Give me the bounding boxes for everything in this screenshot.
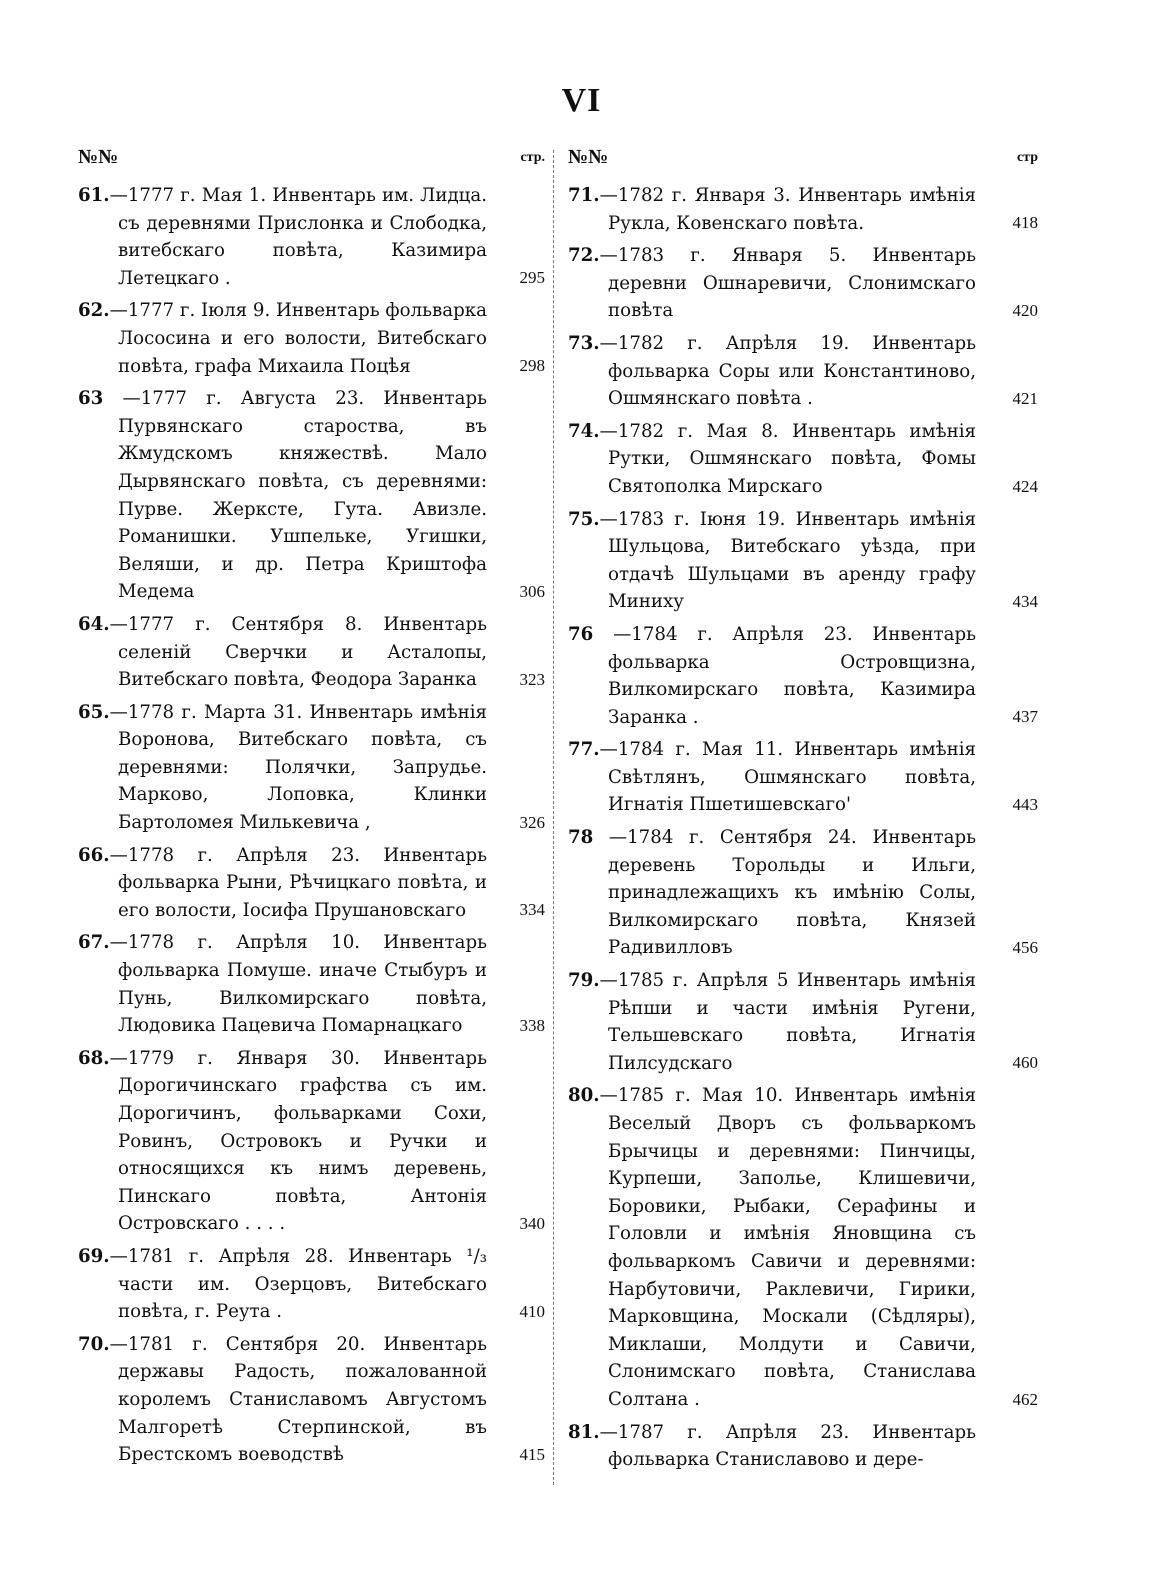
entry-description: —1785 г. Апрѣля 5 Инвентарь имѣнія Рѣпши и части имѣнія Ругени, Тельшевскаго повѣта, Игнатія Пилсудскаго [599, 970, 976, 1074]
entry-number: 63 [78, 388, 104, 410]
index-entry [568, 506, 1038, 616]
entry-description: —1784 г. Мая 11. Инвентарь имѣнія Свѣтлянъ, Ошмянскаго повѣта, Игнатія Пшетишевскаго' [599, 739, 976, 816]
index-entry [78, 699, 545, 837]
right-page-header: стр [1016, 150, 1038, 165]
entry-text [568, 1419, 976, 1474]
index-entry [568, 967, 1038, 1077]
entry-text [568, 242, 976, 325]
entry-page-number: 295 [519, 268, 545, 288]
entry-text [568, 1082, 976, 1413]
entry-description: —1777 г. Августа 23. Инвентарь Пурвянскаго староства, въ Жмудскомъ княжествѣ. Мало Дырвянскаго повѣта, съ деревнями: Пурве. Жерксте, Гута. Авизле. Романишки. Ушпельке, Угишки, Веляши, и др. Петра Криштофа Медема [103, 388, 487, 603]
entry-page-number: 420 [1012, 300, 1038, 320]
index-entry [78, 385, 545, 606]
index-entry [78, 182, 545, 292]
index-entry [78, 297, 545, 380]
entry-description: —1783 г. Января 5. Инвентарь деревни Ошнаревичи, Слонимскаго повѣта [599, 245, 976, 322]
index-entry [568, 736, 1038, 819]
entry-description: —1778 г. Апрѣля 10. Инвентарь фольварка Помуше. иначе Стыбуръ и Пунь, Вилкомирскаго повѣта, Людовика Пацевича Помарнацкаго [109, 932, 487, 1037]
entry-page-number: 338 [519, 1015, 545, 1035]
entry-number: 73. [568, 332, 600, 354]
index-entry [568, 1419, 1038, 1474]
entry-page-number: 306 [519, 581, 545, 601]
left-number-header: №№ [78, 146, 119, 168]
entry-text [568, 621, 976, 731]
entry-text [568, 418, 976, 501]
index-entry [78, 611, 545, 694]
entry-text [78, 842, 487, 925]
entry-description: —1777 г. Іюля 9. Инвентарь фольварка Лососина и его волости, Витебскаго повѣта, графа Михаила Поцѣя [109, 300, 487, 377]
entry-text [568, 824, 976, 962]
entry-number: 80. [568, 1085, 600, 1107]
entry-number: 81. [568, 1421, 600, 1443]
entry-number: 74. [568, 420, 600, 442]
entry-number: 62. [78, 300, 110, 322]
entry-text [568, 967, 976, 1077]
entry-number: 76 [568, 623, 594, 645]
entry-text [568, 182, 976, 237]
entry-number: 64. [78, 613, 110, 635]
entry-page-number: 326 [519, 812, 545, 832]
entry-description: —1784 г. Сентября 24. Инвентарь деревень Торольды и Ильги, принадлежащихъ къ имѣнію Солы, Вилкомирскаго повѣта, Князей Радивилловъ [593, 827, 976, 959]
entry-number: 79. [568, 970, 600, 992]
entry-description: —1779 г. Января 30. Инвентарь Дорогичинскаго графства съ им. Дорогичинъ, фольварками Сохи, Ровинъ, Островокъ и Ручки и относящихся къ нимъ деревень, Пинскаго повѣта, Антонія Островскаго . . . . [109, 1047, 487, 1235]
entry-text [78, 385, 487, 606]
entry-description: —1782 г. Мая 8. Инвентарь имѣнія Рутки, Ошмянскаго повѣта, Фомы Святополка Мирскаго [599, 420, 976, 497]
entry-page-number: 418 [1012, 213, 1038, 233]
entry-text [78, 182, 487, 292]
entry-text [568, 736, 976, 819]
right-column-header [568, 146, 1038, 182]
index-entry [568, 1082, 1038, 1413]
entry-description: —1781 г. Апрѣля 28. Инвентарь ¹/₃ части им. Озерцовъ, Витебскаго повѣта, г. Реута . [109, 1245, 487, 1323]
entry-number: 75. [568, 508, 600, 530]
entry-page-number: 410 [519, 1301, 545, 1321]
entry-number: 65. [78, 701, 110, 723]
entry-description: —1787 г. Апрѣля 23. Инвентарь фольварка Станиславово и дере- [599, 1421, 976, 1471]
entry-page-number: 443 [1012, 795, 1038, 815]
left-entry-list [78, 182, 545, 1469]
entry-page-number: 421 [1012, 388, 1038, 408]
left-column [78, 146, 545, 1474]
entry-page-number: 424 [1012, 476, 1038, 496]
entry-text [78, 929, 487, 1039]
entry-number: 69. [78, 1245, 110, 1267]
right-number-header: №№ [568, 146, 609, 168]
entry-number: 66. [78, 844, 110, 866]
entry-page-number: 437 [1012, 707, 1038, 727]
index-entry [568, 824, 1038, 962]
entry-page-number: 323 [519, 669, 545, 689]
entry-description: —1785 г. Мая 10. Инвентарь имѣнія Веселый Дворъ съ фольваркомъ Брычицы и деревнями: Пинчицы, Курпеши, Заполье, Клишевичи, Боровики, Рыбаки, Серафины и Головли и имѣнія Яновщина съ фольваркомъ Савичи и деревнями: Нарбутовичи, Раклевичи, Гирики, Марковщина, Москали (Сѣдляры), Миклаши, Молдути и Савичи, Слонимскаго повѣта, Станислава Солтана . [599, 1085, 976, 1410]
entry-page-number: 415 [519, 1444, 545, 1464]
entry-description: —1784 г. Апрѣля 23. Инвентарь фольварка Островщизна, Вилкомирскаго повѣта, Казимира Заранка . [593, 623, 976, 728]
left-column-header [78, 146, 545, 182]
entry-number: 78 [568, 827, 594, 849]
index-entry [78, 1243, 545, 1326]
entry-number: 70. [78, 1333, 110, 1355]
entry-number: 61. [78, 185, 110, 206]
entry-text [568, 330, 976, 413]
index-entry [568, 182, 1038, 237]
entry-description: —1778 г. Марта 31. Инвентарь имѣнія Воронова, Витебскаго повѣта, съ деревнями: Полячки, Запрудье. Марково, Лоповка, Клинки Бартоломея Милькевича , [109, 701, 487, 834]
entry-text [78, 1331, 487, 1469]
left-page-header: стр. [520, 150, 545, 165]
entry-text [78, 1243, 487, 1326]
entry-page-number: 340 [519, 1213, 545, 1233]
index-entry [568, 242, 1038, 325]
entry-number: 67. [78, 932, 110, 954]
entry-description: —1782 г. Января 3. Инвентарь имѣнія Рукла, Ковенскаго повѣта. [599, 185, 976, 234]
entry-number: 72. [568, 245, 600, 267]
entry-description: —1777 г. Мая 1. Инвентарь им. Лидца. съ деревнями Прислонка и Слободка, витебскаго повѣта, Казимира Летецкаго . [109, 185, 487, 289]
column-divider [553, 150, 554, 1485]
entry-description: —1778 г. Апрѣля 23. Инвентарь фольварка Рыни, Рѣчицкаго повѣта, и его волости, Іосифа Прушановскаго [109, 844, 487, 921]
entry-description: —1777 г. Сентября 8. Инвентарь селеній Сверчки и Асталопы, Витебскаго повѣта, Феодора Заранка [109, 613, 487, 691]
entry-page-number: 460 [1012, 1053, 1038, 1073]
index-entry [568, 330, 1038, 413]
entry-description: —1781 г. Сентября 20. Инвентарь державы Радость, пожалованной королемъ Станиславомъ Августомъ Малгоретѣ Стерпинской, въ Брестскомъ воеводствѣ [109, 1333, 487, 1466]
entry-text [78, 699, 487, 837]
index-entry [78, 929, 545, 1039]
entry-page-number: 334 [519, 900, 545, 920]
right-column [568, 146, 1038, 1479]
right-entry-list [568, 182, 1038, 1474]
entry-description: —1782 г. Апрѣля 19. Инвентарь фольварка Соры или Константиново, Ошмянскаго повѣта . [599, 332, 976, 410]
entry-number: 77. [568, 739, 600, 761]
entry-text [78, 611, 487, 694]
entry-text [78, 297, 487, 380]
index-entry [78, 842, 545, 925]
index-entry [78, 1045, 545, 1238]
index-entry [568, 418, 1038, 501]
index-entry [78, 1331, 545, 1469]
page-number: VI [561, 82, 602, 119]
index-entry [568, 621, 1038, 731]
entry-description: —1783 г. Іюня 19. Инвентарь имѣнія Шульцова, Витебскаго уѣзда, при отдачѣ Шульцами въ аренду графу Миниху [599, 508, 976, 613]
entry-page-number: 434 [1012, 591, 1038, 611]
entry-number: 71. [568, 185, 600, 206]
entry-page-number: 462 [1012, 1389, 1038, 1409]
entry-page-number: 298 [519, 356, 545, 376]
entry-text [568, 506, 976, 616]
entry-number: 68. [78, 1047, 110, 1069]
entry-page-number: 456 [1012, 938, 1038, 958]
entry-text [78, 1045, 487, 1238]
